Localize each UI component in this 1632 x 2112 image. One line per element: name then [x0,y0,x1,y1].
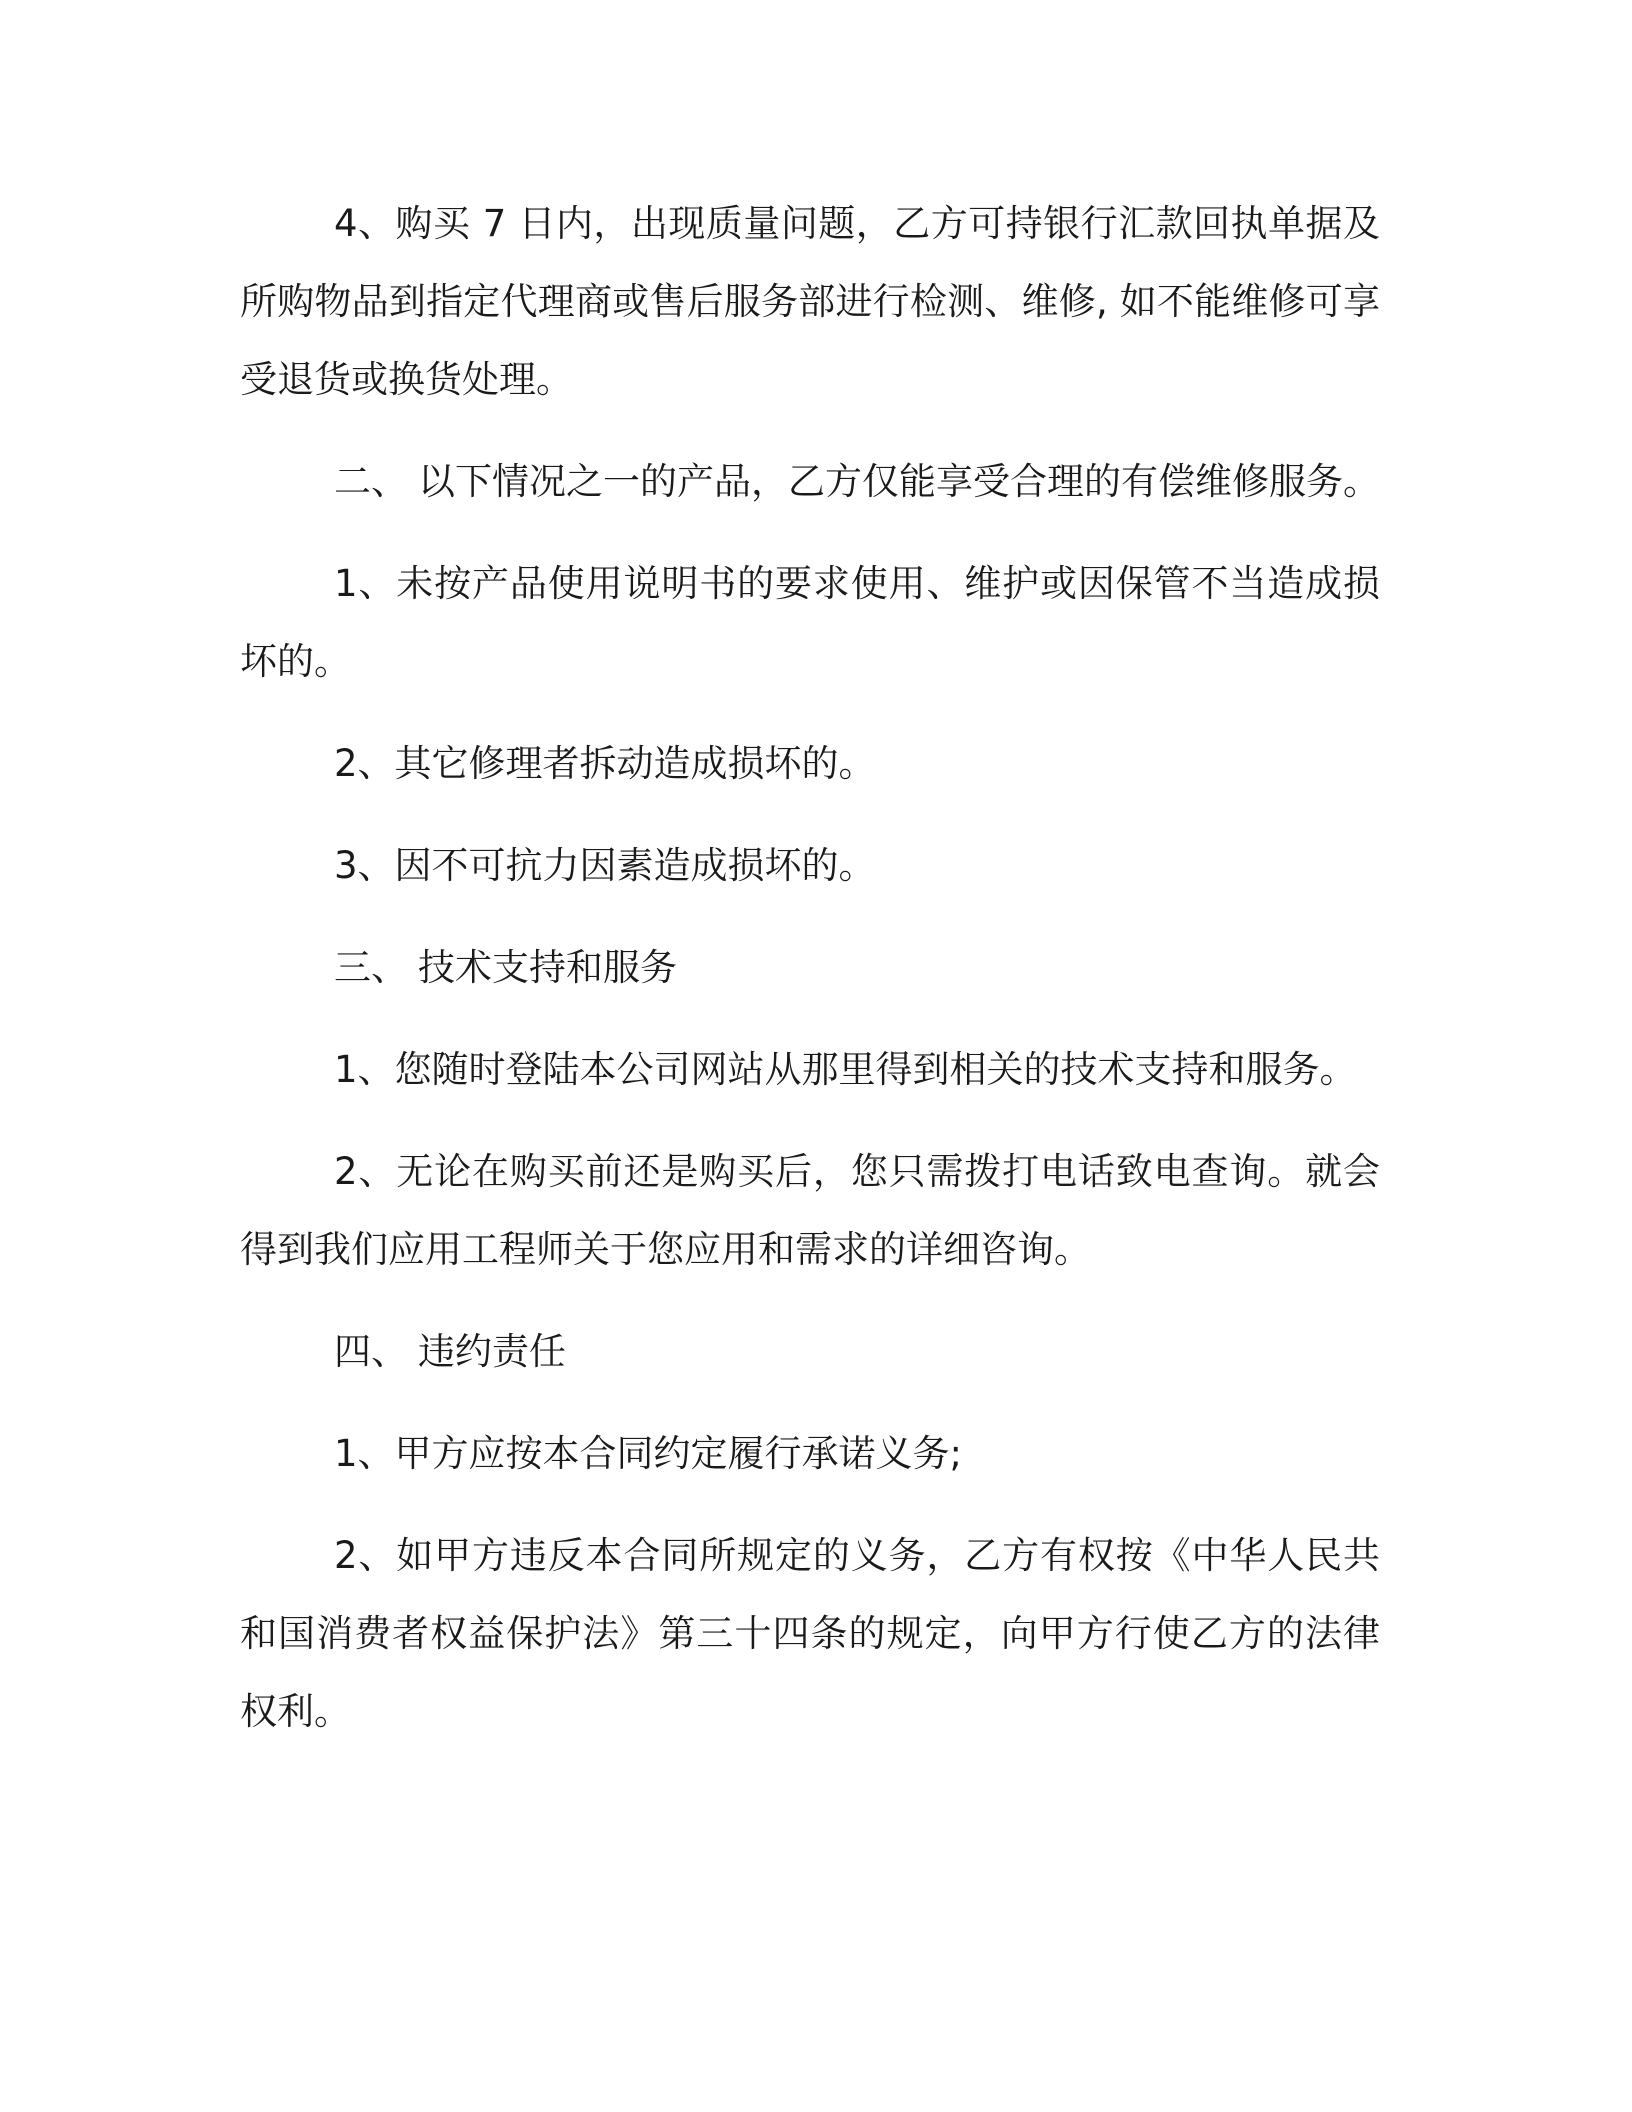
paragraph-item-2-phone-inquiry: 2、无论在购买前还是购买后，您只需拨打电话致电查询。就会得到我们应用工程师关于您应用和需求的详细咨询。 [240,1150,1380,1271]
section-number: 四、 [334,1330,408,1373]
paragraph-item-1-website-support: 1、您随时登陆本公司网站从那里得到相关的技术支持和服务。 [334,1048,1357,1091]
paragraph-item-3-force-majeure: 3、因不可抗力因素造成损坏的。 [334,844,876,887]
paragraph-item-2-breach-rights: 2、如甲方违反本合同所规定的义务，乙方有权按《中华人民共和国消费者权益保护法》第三十四条的规定，向甲方行使乙方的法律权利。 [240,1534,1380,1733]
section-heading-3 [240,929,1380,1007]
paragraph-item-4-purchase-7-days: 4、购买 7 日内，出现质量问题，乙方可持银行汇款回执单据及所购物品到指定代理商或售后服务部进行检测、维修, 如不能维修可享受退货或换货处理。 [240,202,1380,401]
section-title: 以下情况之一的产品，乙方仅能享受合理的有偿维修服务。 [418,460,1380,503]
section-title: 违约责任 [418,1330,566,1373]
section-number: 三、 [334,946,408,989]
paragraph-item-1-improper-use: 1、未按产品使用说明书的要求使用、维护或因保管不当造成损坏的。 [240,562,1380,683]
section-heading-2 [240,443,1380,521]
document-body [240,185,1380,1775]
section-number: 二、 [334,460,408,503]
section-heading-4 [240,1313,1380,1391]
paragraph-item-1-party-a-obligation: 1、甲方应按本合同约定履行承诺义务; [334,1432,963,1475]
section-title: 技术支持和服务 [418,946,677,989]
paragraph-item-2-other-repairer: 2、其它修理者拆动造成损坏的。 [334,742,876,785]
